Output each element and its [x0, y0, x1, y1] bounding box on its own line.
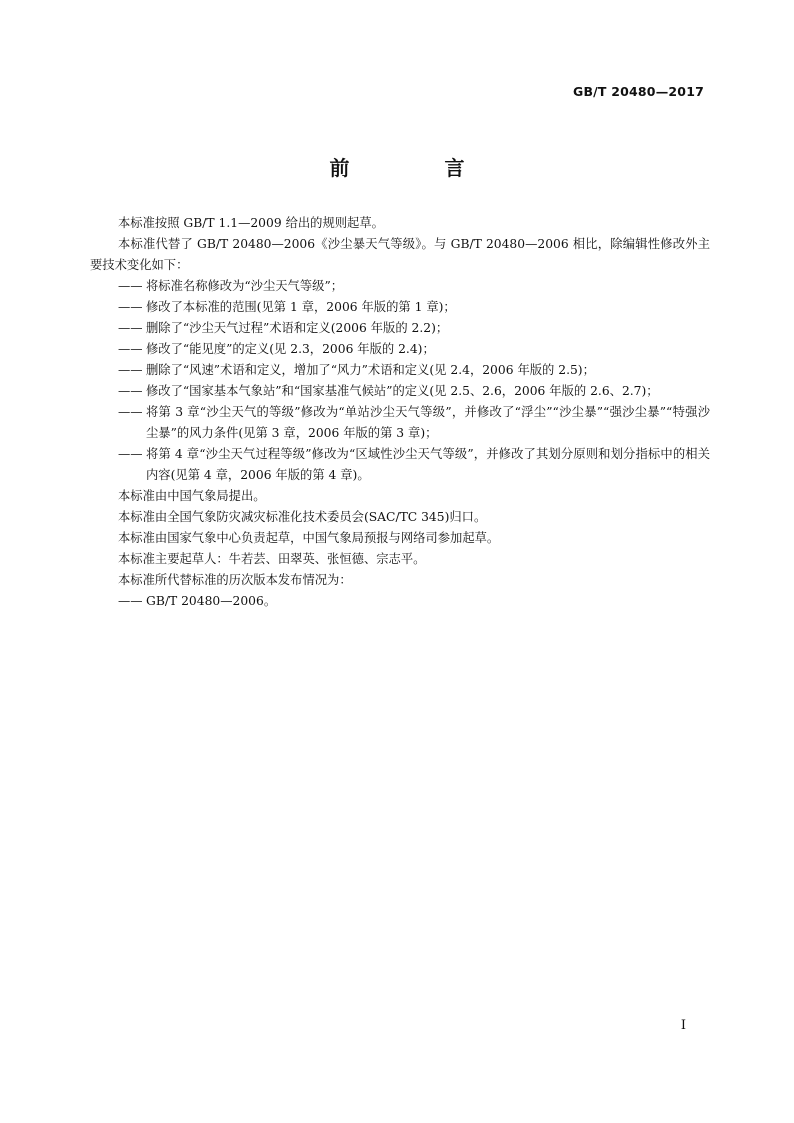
paragraph-history: 本标准所代替标准的历次版本发布情况为：: [118, 573, 352, 587]
page-number: I: [680, 1018, 686, 1033]
dash-marker: ——: [118, 321, 143, 335]
dash-marker: ——: [118, 300, 143, 314]
paragraph-proposer: 本标准由中国气象局提出。: [118, 489, 266, 503]
dash-marker: ——: [118, 363, 143, 377]
list-item: —— 修改了本标准的范围(见第 1 章，2006 年版的第 1 章)；: [90, 297, 710, 318]
list-item: —— 删除了“风速”术语和定义，增加了“风力”术语和定义(见 2.4，2006 年版的 2.5)；: [90, 360, 710, 381]
dash-marker: ——: [118, 279, 143, 293]
list-item: —— 将标准名称修改为“沙尘天气等级”；: [90, 276, 710, 297]
dash-marker: ——: [118, 405, 143, 419]
changes-list: [90, 276, 710, 486]
paragraph-drafters-org: 本标准由国家气象中心负责起草，中国气象局预报与网络司参加起草。: [118, 531, 500, 545]
paragraph-replaces: 本标准代替了 GB/T 20480—2006《沙尘暴天气等级》。与 GB/T 20480—2006 相比，除编辑性修改外主要技术变化如下：: [90, 237, 710, 272]
list-item: —— 修改了“国家基本气象站”和“国家基准气候站”的定义(见 2.5、2.6，2006 年版的 2.6、2.7)；: [90, 381, 710, 402]
paragraph-drafting-rules: 本标准按照 GB/T 1.1—2009 给出的规则起草。: [118, 216, 384, 230]
paragraph-committee: 本标准由全国气象防灾减灾标准化技术委员会(SAC/TC 345)归口。: [118, 510, 487, 524]
paragraph-drafters: 本标准主要起草人：牛若芸、田翠英、张恒德、宗志平。: [118, 552, 426, 566]
page-title: 前 言: [329, 156, 509, 180]
list-item: —— 将第 4 章“沙尘天气过程等级”修改为“区域性沙尘天气等级”，并修改了其划分原则和划分指标中的相关内容(见第 4 章，2006 年版的第 4 章)。: [90, 444, 710, 486]
standard-number: GB/T 20480—2017: [572, 84, 704, 99]
dash-marker: ——: [118, 594, 143, 608]
dash-marker: ——: [118, 384, 143, 398]
list-item: —— 删除了“沙尘天气过程”术语和定义(2006 年版的 2.2)；: [90, 318, 710, 339]
list-item: —— 修改了“能见度”的定义(见 2.3，2006 年版的 2.4)；: [90, 339, 710, 360]
list-item: —— 将第 3 章“沙尘天气的等级”修改为“单站沙尘天气等级”，并修改了“浮尘”“沙尘暴”“强沙尘暴”“特强沙尘暴”的风力条件(见第 3 章，2006 年版的第 3 章)；: [90, 402, 710, 444]
history-item: —— GB/T 20480—2006。: [90, 591, 710, 612]
dash-marker: ——: [118, 447, 143, 461]
foreword-body: [90, 213, 710, 612]
dash-marker: ——: [118, 342, 143, 356]
